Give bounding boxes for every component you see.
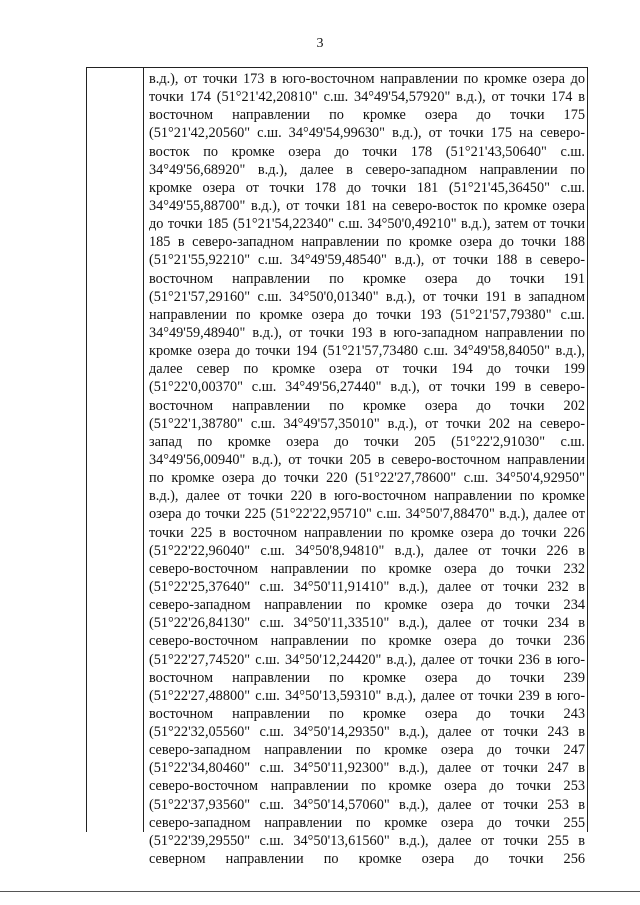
text-line: северо-восточном направлении по кромке озера до точки 253 xyxy=(149,778,585,795)
text-line: (51°22'27,48800" с.ш. 34°50'13,59310" в.д.), далее от точки 239 в юго- xyxy=(149,687,585,704)
page-number: 3 xyxy=(316,36,324,51)
text-line: северном направлении по кромке озера до точки 256 xyxy=(149,851,585,868)
text-line: кромке озера до точки 194 (51°21'57,73480 с.ш. 34°49'58,84050" в.д.), xyxy=(149,343,585,360)
text-line: северо-западном направлении по кромке озера до точки 234 xyxy=(149,597,585,614)
text-line: 34°49'59,48940" в.д.), от точки 193 в юго-западном направлении по xyxy=(149,324,585,341)
text-line: северо-восточном направлении по кромке озера до точки 232 xyxy=(149,560,585,577)
text-line: 34°49'56,00940" в.д.), от точки 205 в северо-восточном направлении xyxy=(149,451,585,468)
table-text-cell xyxy=(149,70,585,868)
text-line: (51°22'0,00370" с.ш. 34°49'56,27440" в.д.), от точки 199 в северо- xyxy=(149,379,585,396)
text-line: (51°22'32,05560" с.ш. 34°50'14,29350" в.д.), далее от точки 243 в xyxy=(149,724,585,741)
text-line: восток по кромке озера до точки 178 (51°21'43,50640" с.ш. xyxy=(149,143,585,160)
text-line: восточном направлении по кромке озера до точки 175 xyxy=(149,107,585,124)
text-line: направлении по кромке озера до точки 193 (51°21'57,79380" с.ш. xyxy=(149,306,585,323)
text-line: (51°22'37,93560" с.ш. 34°50'14,57060" в.д.), далее от точки 253 в xyxy=(149,796,585,813)
text-line: озера до точки 225 (51°22'22,95710" с.ш. 34°50'7,88470" в.д.), далее от xyxy=(149,506,585,523)
text-line: (51°22'26,84130" с.ш. 34°50'11,33510" в.д.), далее от точки 234 в xyxy=(149,615,585,632)
text-line: (51°22'1,38780" с.ш. 34°49'57,35010" в.д.), от точки 202 на северо- xyxy=(149,415,585,432)
text-line: 185 в северо-западном направлении по кромке озера до точки 188 xyxy=(149,234,585,251)
text-line: запад по кромке озера до точки 205 (51°22'2,91030" с.ш. xyxy=(149,433,585,450)
text-line: точки 174 (51°21'42,20810" с.ш. 34°49'54,57920" в.д.), от точки 174 в xyxy=(149,89,585,106)
text-line: восточном направлении по кромке озера до точки 243 xyxy=(149,705,585,722)
text-line: северо-западном направлении по кромке озера до точки 255 xyxy=(149,814,585,831)
document-table xyxy=(86,67,588,868)
text-line: северо-западном направлении по кромке озера до точки 247 xyxy=(149,742,585,759)
text-line: 34°49'56,68920" в.д.), далее в северо-западном направлении по xyxy=(149,161,585,178)
text-line: (51°22'25,37640" с.ш. 34°50'11,91410" в.д.), далее от точки 232 в xyxy=(149,578,585,595)
text-line: точки 225 в восточном направлении по кромке озера до точки 226 xyxy=(149,524,585,541)
table-left-column xyxy=(87,68,144,832)
text-line: северо-восточном направлении по кромке озера до точки 236 xyxy=(149,633,585,650)
text-line: (51°21'57,29160" с.ш. 34°50'0,01340" в.д.), от точки 191 в западном xyxy=(149,288,585,305)
text-line: в.д.), от точки 173 в юго-восточном направлении по кромке озера до xyxy=(149,71,585,87)
text-line: кромке озера от точки 178 до точки 181 (51°21'45,36450" с.ш. xyxy=(149,179,585,196)
text-line: восточном направлении по кромке озера до точки 202 xyxy=(149,397,585,414)
text-line: восточном направлении по кромке озера до точки 191 xyxy=(149,270,585,287)
page-bottom-rule xyxy=(0,891,640,892)
text-line: восточном направлении по кромке озера до точки 239 xyxy=(149,669,585,686)
text-line: (51°22'39,29550" с.ш. 34°50'13,61560" в.д.), далее от точки 255 в xyxy=(149,832,585,849)
text-line: (51°22'27,74520" с.ш. 34°50'12,24420" в.д.), далее от точки 236 в юго- xyxy=(149,651,585,668)
text-line: в.д.), далее от точки 220 в юго-восточном направлении по кромке xyxy=(149,488,585,505)
text-line: (51°21'55,92210" с.ш. 34°49'59,48540" в.д.), от точки 188 в северо- xyxy=(149,252,585,269)
text-line: до точки 185 (51°21'54,22340" с.ш. 34°50'0,49210" в.д.), затем от точки xyxy=(149,216,585,233)
text-line: далее север по кромке озера от точки 194 до точки 199 xyxy=(149,361,585,378)
text-line: (51°21'42,20560" с.ш. 34°49'54,99630" в.д.), от точки 175 на северо- xyxy=(149,125,585,142)
text-line: 34°49'55,88700" в.д.), от точки 181 на северо-восток по кромке озера xyxy=(149,197,585,214)
text-line: (51°22'22,96040" с.ш. 34°50'8,94810" в.д.), далее от точки 226 в xyxy=(149,542,585,559)
text-line: по кромке озера до точки 220 (51°22'27,78600" с.ш. 34°50'4,92950" xyxy=(149,470,585,487)
text-line: (51°22'34,80460" с.ш. 34°50'11,92300" в.д.), далее от точки 247 в xyxy=(149,760,585,777)
